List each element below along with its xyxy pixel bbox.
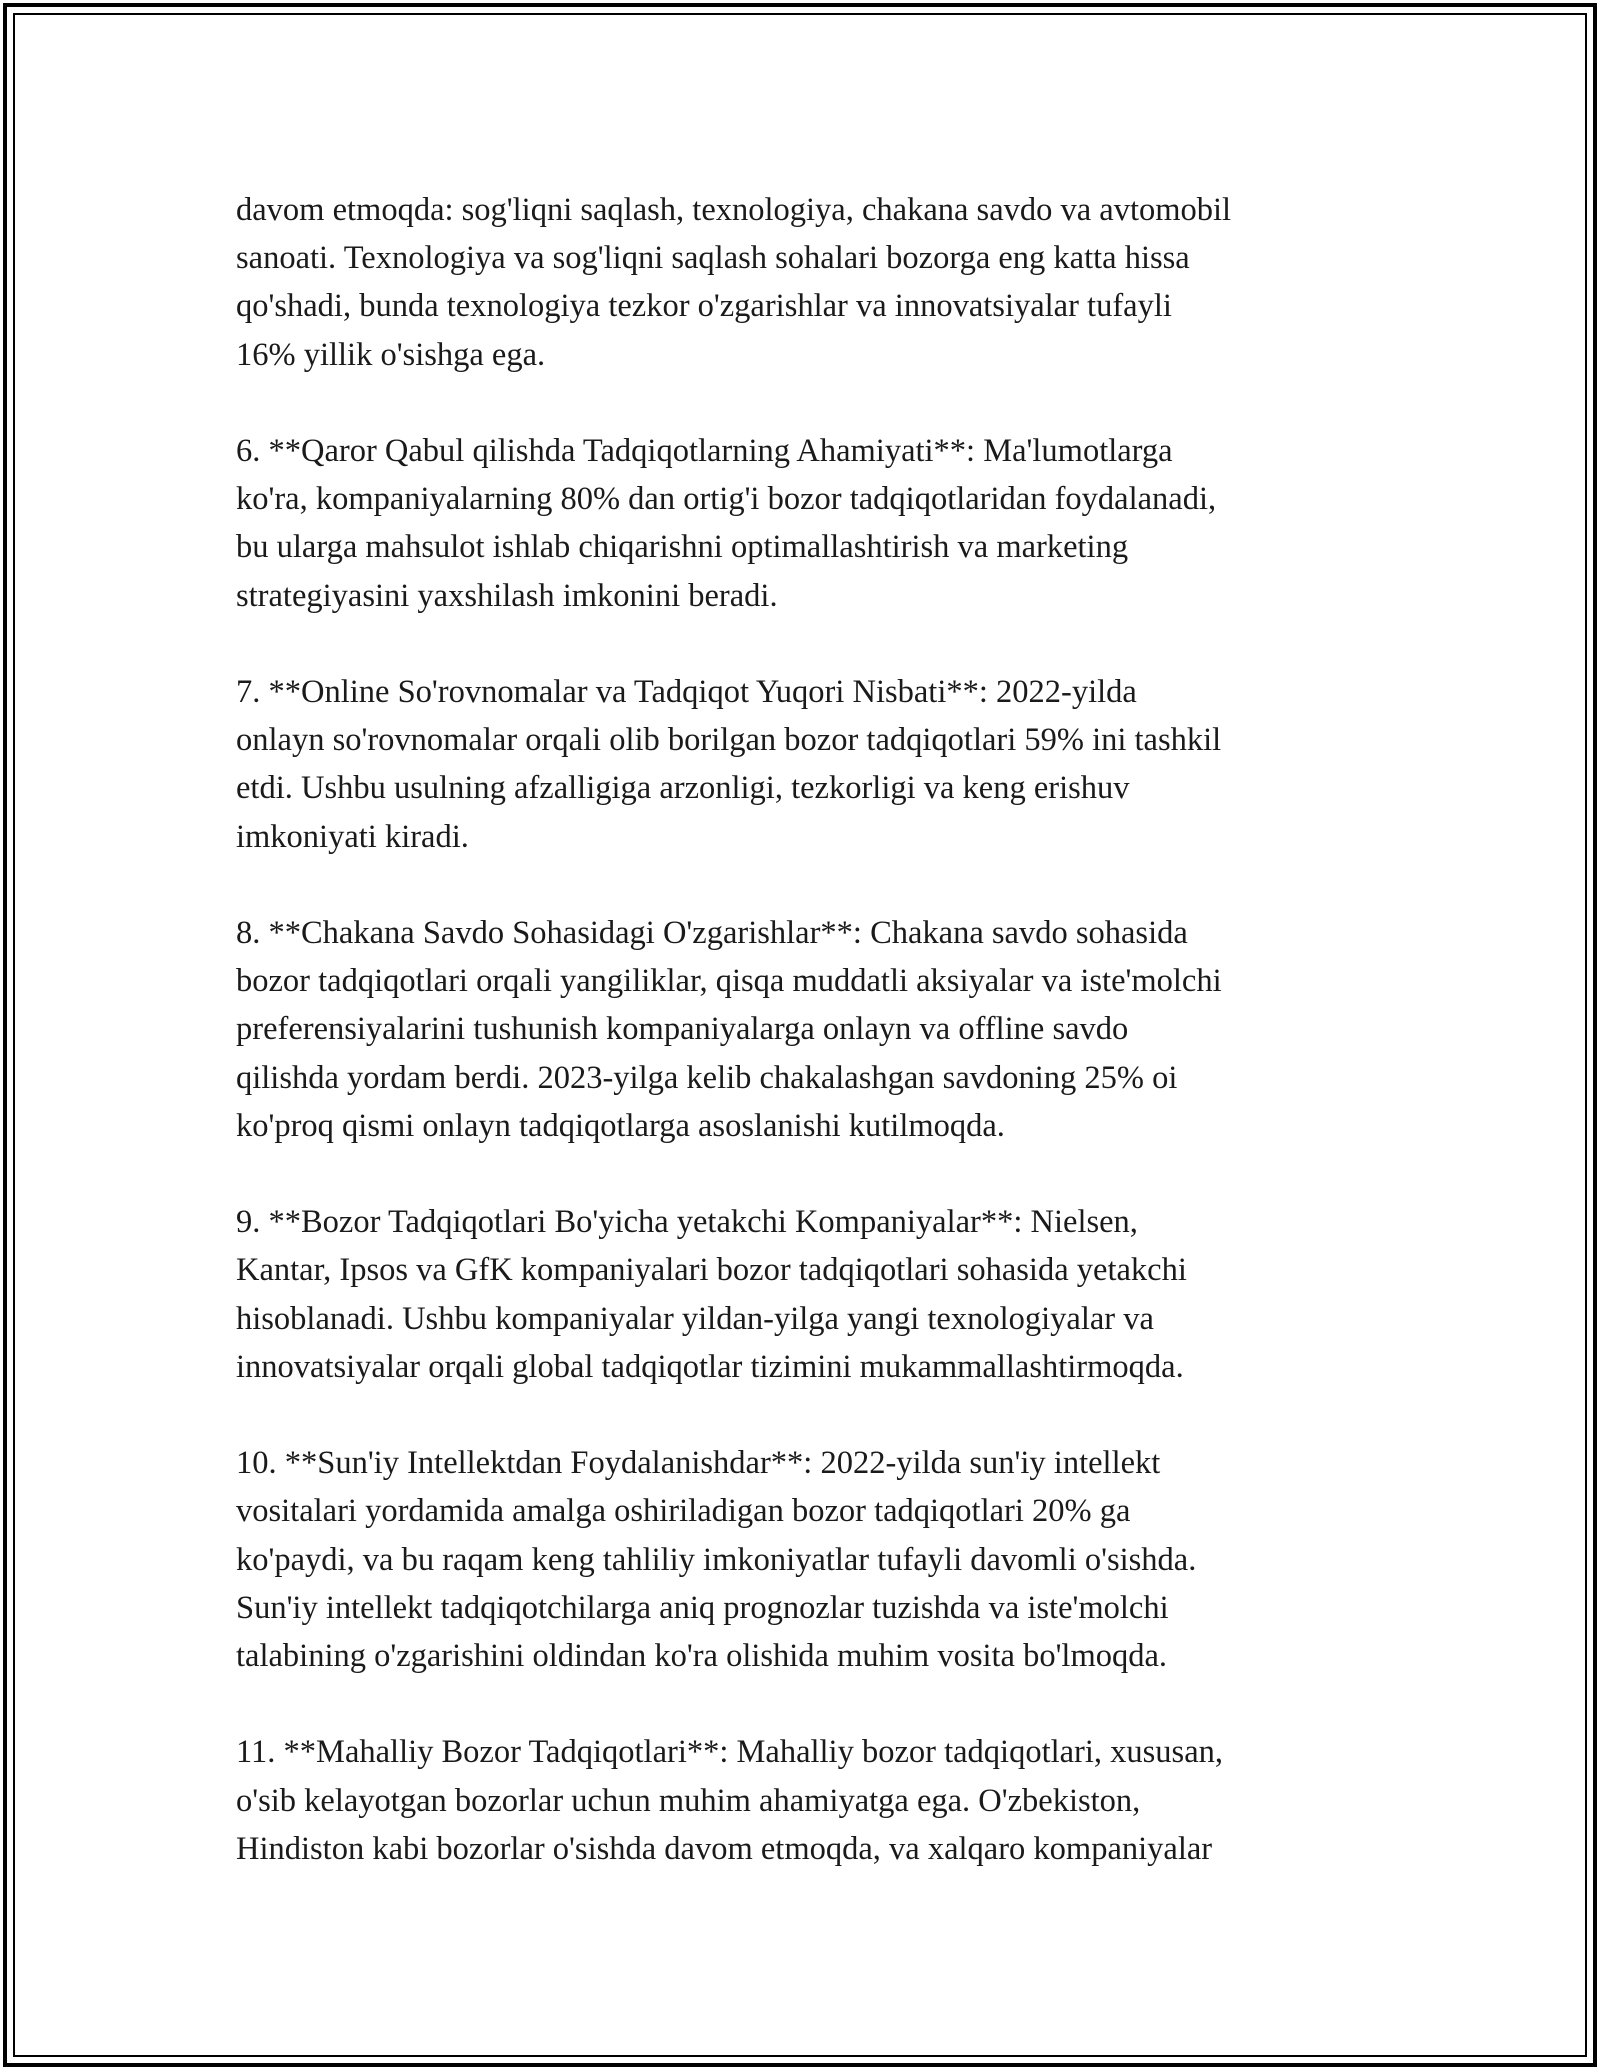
text-line: Sun'iy intellekt tadqiqotchilarga aniq prognozlar tuzishda va iste'molchi — [236, 1589, 1169, 1626]
text-line: talabining o'zgarishini oldindan ko'ra olishida muhim vosita bo'lmoqda. — [236, 1638, 1168, 1675]
text-line: davom etmoqda: sog'liqni saqlash, texnologiya, chakana savdo va avtomobil — [236, 192, 1232, 228]
text-line: 11. **Mahalliy Bozor Tadqiqotlari**: Mahalliy bozor tadqiqotlari, xususan, — [236, 1734, 1223, 1771]
text-line: preferensiyalarini tushunish kompaniyalarga onlayn va offline savdo — [236, 1011, 1129, 1048]
text-line: Hindiston kabi bozorlar o'sishda davom etmoqda, va xalqaro kompaniyalar — [236, 1830, 1213, 1867]
paragraph — [236, 909, 1366, 1150]
text-line: ko'proq qismi onlayn tadqiqotlarga asoslanishi kutilmoqda. — [236, 1107, 1005, 1144]
text-line: imkoniyati kiradi. — [236, 818, 469, 855]
paragraph — [236, 1728, 1366, 1873]
text-line: vositalari yordamida amalga oshiriladigan bozor tadqiqotlari 20% ga — [236, 1493, 1131, 1530]
text-line: 6. **Qaror Qabul qilishda Tadqiqotlarning Ahamiyati**: Ma'lumotlarga — [236, 433, 1173, 469]
text-line: ko'ra, kompaniyalarning 80% dan ortig'i bozor tadqiqotlaridan foydalanadi, — [236, 481, 1217, 518]
text-line: hisoblanadi. Ushbu kompaniyalar yildan-yilga yangi texnologiyalar va — [236, 1300, 1154, 1337]
text-line: qilishda yordam berdi. 2023-yilga kelib chakalashgan savdoning 25% oi — [236, 1059, 1178, 1096]
text-line: qo'shadi, bunda texnologiya tezkor o'zgarishlar va innovatsiyalar tufayli — [236, 288, 1172, 325]
text-line: bu ularga mahsulot ishlab chiqarishni optimallashtirish va marketing — [236, 529, 1129, 566]
paragraph — [236, 427, 1366, 620]
text-line: bozor tadqiqotlari orqali yangiliklar, qisqa muddatli aksiyalar va iste'molchi — [236, 963, 1222, 1000]
paragraph — [236, 1439, 1366, 1680]
text-line: 8. **Chakana Savdo Sohasidagi O'zgarishlar**: Chakana savdo sohasida — [236, 915, 1188, 951]
text-line: onlayn so'rovnomalar orqali olib borilgan bozor tadqiqotlari 59% ini tashkil — [236, 722, 1222, 759]
paragraph — [236, 668, 1366, 861]
text-line: 9. **Bozor Tadqiqotlari Bo'yicha yetakchi Kompaniyalar**: Nielsen, — [236, 1204, 1138, 1241]
text-line: sanoati. Texnologiya va sog'liqni saqlash sohalari bozorga eng katta hissa — [236, 240, 1190, 277]
document-body — [236, 186, 1366, 1921]
paragraph — [236, 186, 1366, 379]
text-line: Kantar, Ipsos va GfK kompaniyalari bozor tadqiqotlari sohasida yetakchi — [236, 1252, 1187, 1289]
text-line: etdi. Ushbu usulning afzalligiga arzonligi, tezkorligi va keng erishuv — [236, 770, 1130, 807]
text-line: 16% yillik o'sishga ega. — [236, 336, 546, 373]
text-line: strategiyasini yaxshilash imkonini beradi. — [236, 577, 778, 614]
text-line: 7. **Online So'rovnomalar va Tadqiqot Yuqori Nisbati**: 2022-yilda — [236, 674, 1137, 710]
text-line: o'sib kelayotgan bozorlar uchun muhim ahamiyatga ega. O'zbekiston, — [236, 1782, 1141, 1819]
text-line: innovatsiyalar orqali global tadqiqotlar tizimini mukammallashtirmoqda. — [236, 1348, 1184, 1385]
paragraph — [236, 1198, 1366, 1391]
text-line: ko'paydi, va bu raqam keng tahliliy imkoniyatlar tufayli davomli o'sishda. — [236, 1541, 1197, 1578]
text-line: 10. **Sun'iy Intellektdan Foydalanishdar**: 2022-yilda sun'iy intellekt — [236, 1445, 1161, 1482]
